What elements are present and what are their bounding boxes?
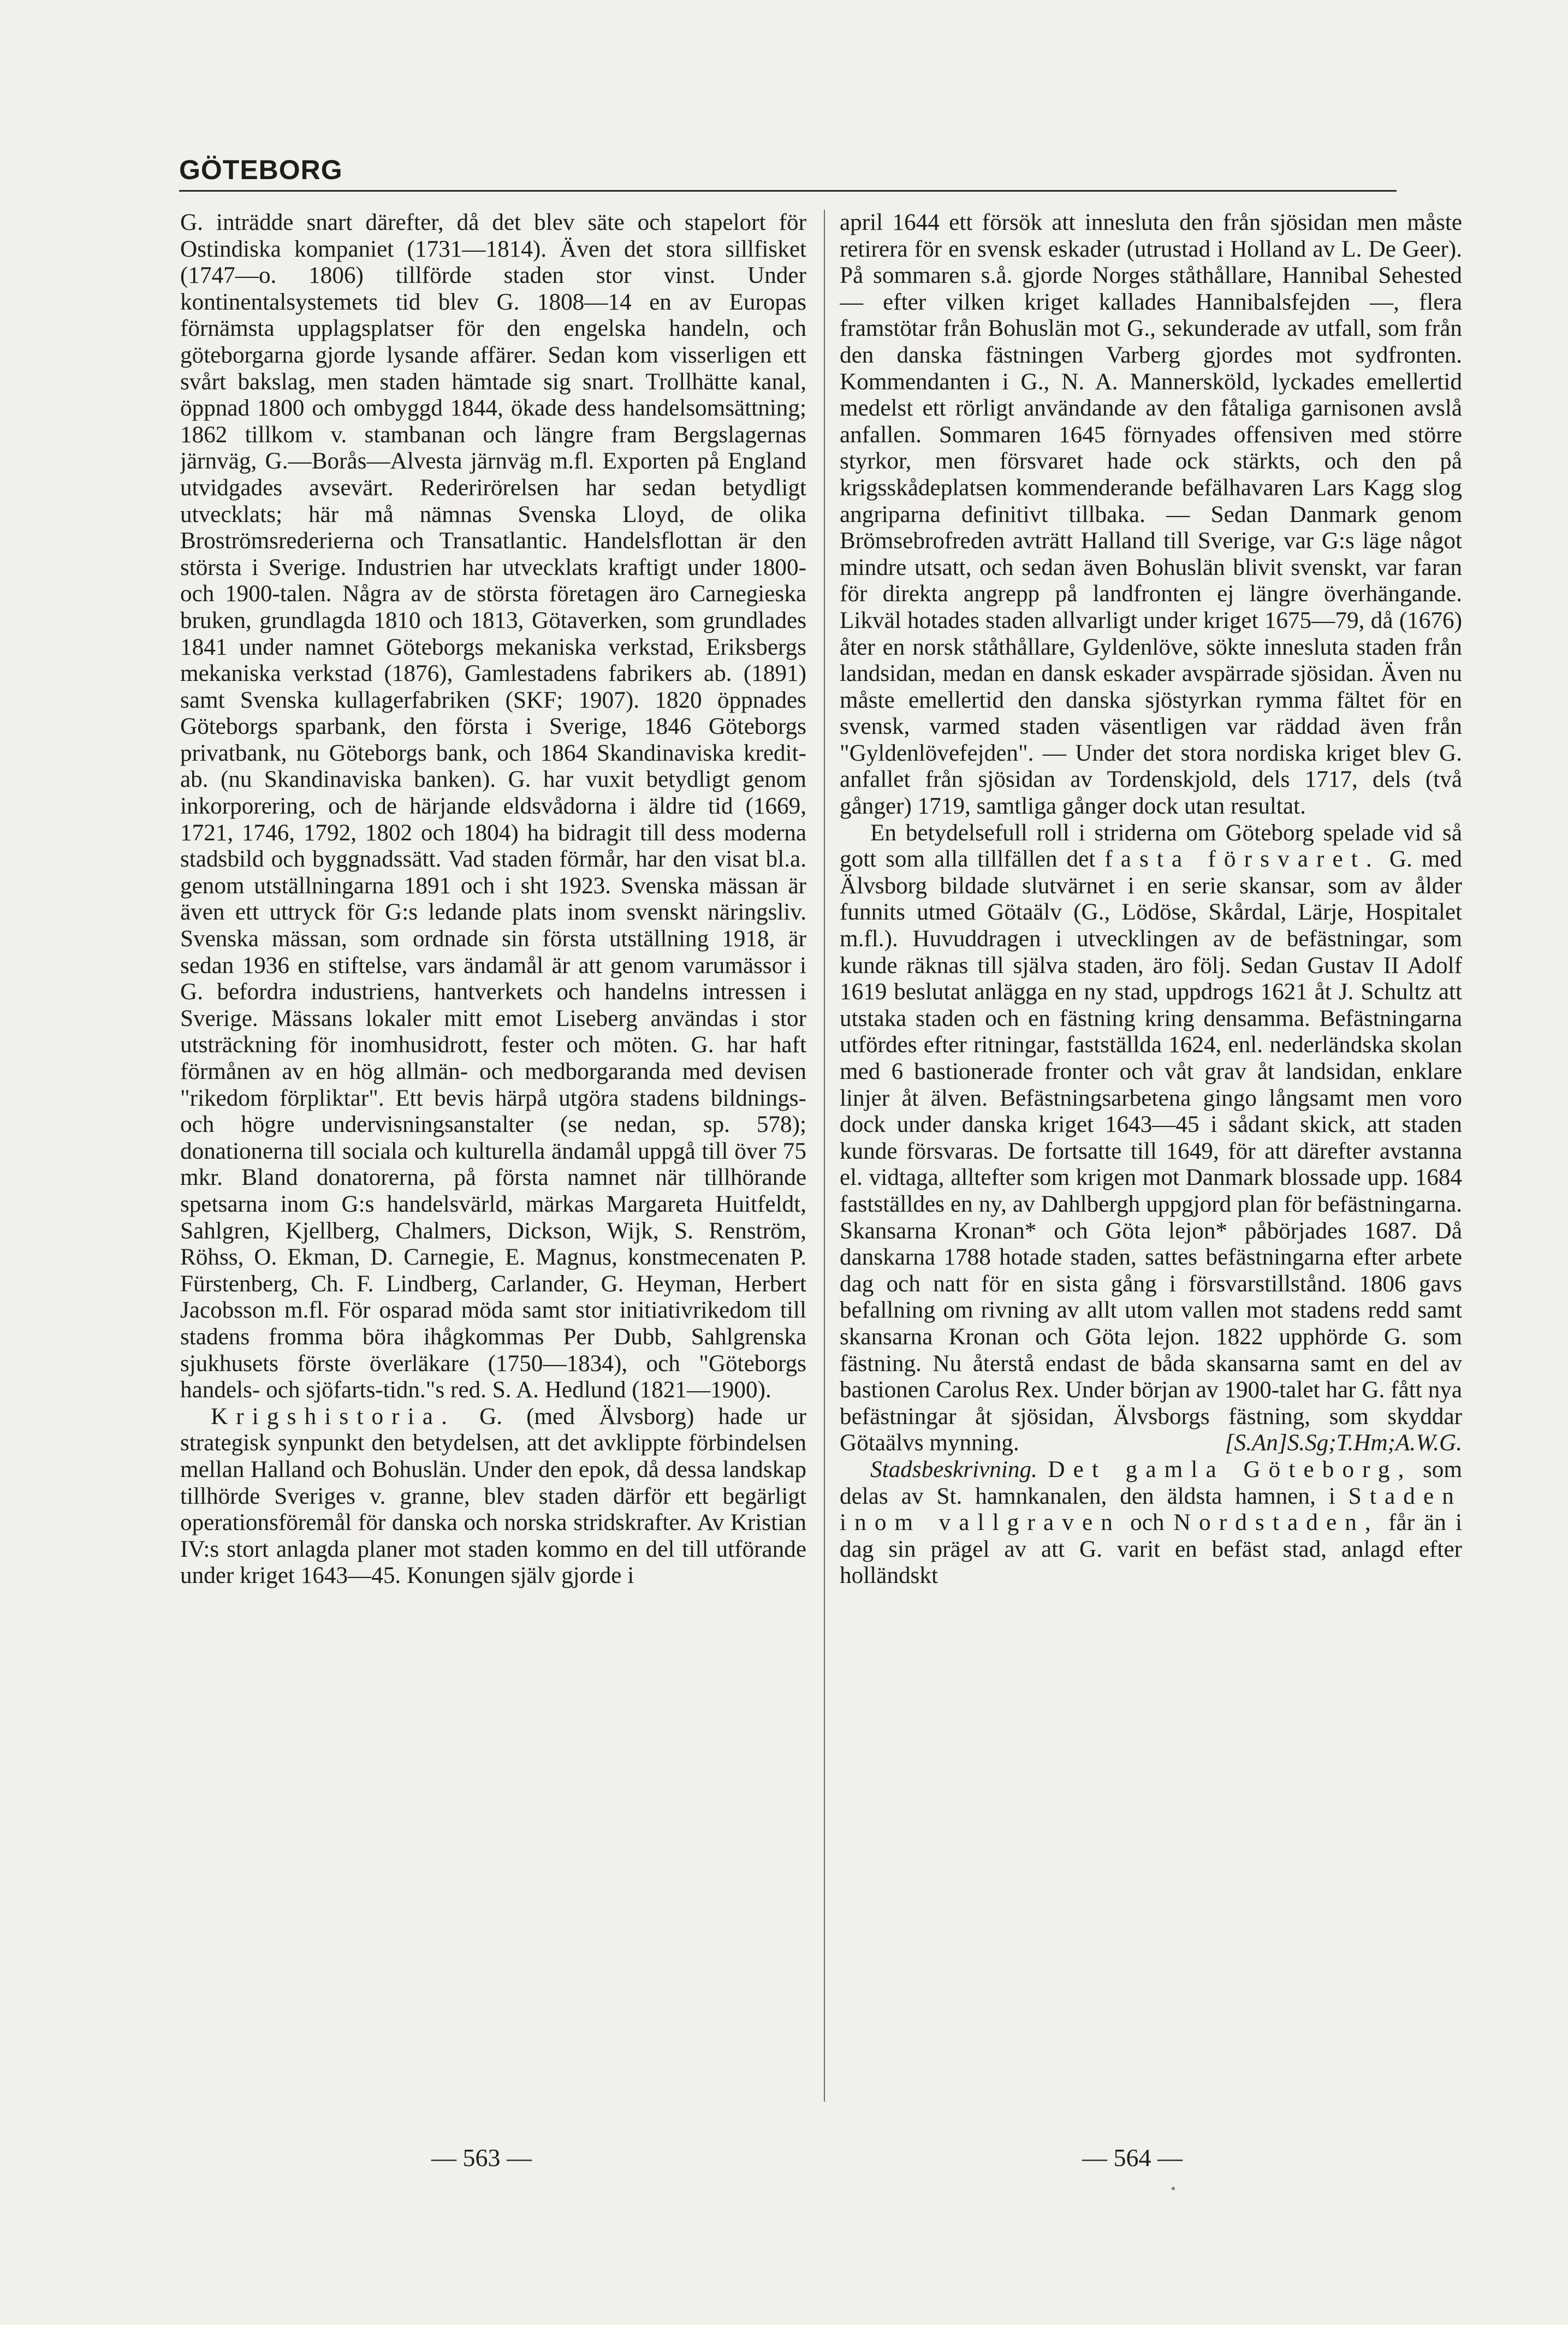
staden-inom-vallgraven-term: Staden inom vallgraven (840, 1483, 1462, 1536)
krigshistoria-text: G. (med Älvsborg) hade ur strategisk synpunkt den betydelsen, att det avklippte förbindelsen mellan Halland och Bohuslän. Under den epok, då dessa landskap tillhörde Sveriges v. granne, blev staden därför ett begärligt operationsföremål för danska och norska stridskrafter. Av Kristian IV:s stort anlagda planer mot staden kommo en del till utförande under kriget 1643—45. Konungen själv gjorde i (180, 1403, 806, 1589)
fasta-text: G. med Älvsborg bildade slutvärnet i en serie skansar, som av ålder funnits utmed Götaälv (G., Lödöse, Skårdal, Lärje, Hospitalet m.fl.). Huvuddragen i utvecklingen av de befästningar, som kunde räknas till själva staden, äro följ. Sedan Gustav II Adolf 1619 beslutat anlägga en ny stad, uppdrogs 1621 åt J. Schultz att utstaka staden och en fästning kring densamma. Befästningarna utfördes efter ritningar, fastställda 1624, enl. nederländska skolan med 6 bastionerade fronter och våt grav åt landsidan, enklare linjer åt älven. Befästningsarbetena gingo långsamt men voro dock under danska kriget 1643—45 i sådant skick, att staden kunde försvaras. De fortsatte till 1649, för att därefter avstanna el. vidtaga, alltefter som krigen mot Danmark blossade upp. 1684 fastställdes en ny, av Dahlbergh uppgjord plan för befästningarna. Skansarna Kronan* och Göta lejon* påbörjades 1687. Då danskarna 1788 hotade staden, sattes befästningarna efter arbete dag och natt för en sista gång i försvarstillstånd. 1806 gavs befallning om rivning av allt utom vallen mot stadens redd samt skansarna Kronan och Göta lejon. 1822 upphörde G. som fästning. Nu återstå endast de båda skansarna samt en del av bastionen Carolus Rex. Under början av 1900-talet har G. fått nya befästningar åt sjösidan, Älvsborgs fästning, som skyddar Götaälvs mynning. (840, 846, 1462, 1456)
stadsbeskrivning-paragraph (840, 1457, 1462, 1589)
right-paragraph-2 (840, 820, 1462, 1457)
header-rule (179, 190, 1397, 192)
page-number-left: — 563 — (431, 2144, 532, 2172)
print-speck (1172, 2187, 1175, 2190)
right-column (840, 210, 1462, 2124)
stadsbeskrivning-text-1: som delas av St. hamnkanalen, den äldsta hamnen, i (840, 1456, 1462, 1509)
page-header (179, 151, 1397, 194)
krigshistoria-paragraph (180, 1404, 806, 1589)
stadsbeskrivning-text-2: och (1130, 1510, 1165, 1536)
running-head: GÖTEBORG (179, 155, 343, 185)
stadsbeskrivning-text-3: får än i dag sin prägel av att G. varit en befäst stad, anlagd efter holländskt (840, 1510, 1462, 1589)
column-divider (824, 210, 825, 2102)
right-paragraph-1: april 1644 ett försök att innesluta den från sjösidan men måste retirera för en svensk eskader (utrustad i Holland av L. De Geer). På sommaren s.å. gjorde Norges ståthållare, Hannibal Sehested — efter vilken kriget kallades Hannibalsfejden —, flera framstötar från Bohuslän mot G., sekunderade av utfall, som från den danska fästningen Varberg gjordes mot sydfronten. Kommendanten i G., N. A. Mannersköld, lyckades emellertid medelst ett rörligt användande av den fåtaliga garnisonen avslå anfallen. Sommaren 1645 förnyades offensiven med större styrkor, men försvaret hade ock stärkts, och den på krigsskådeplatsen kommenderande befälhavaren Lars Kagg slog angriparna definitivt tillbaka. — Sedan Danmark genom Brömsebrofreden avträtt Halland till Sverige, var G:s läge något mindre utsatt, och sedan även Bohuslän blivit svenskt, var faran för direkta angrepp på landfronten ej längre överhängande. Likväl hotades staden allvarligt under kriget 1675—79, då (1676) åter en norsk ståthållare, Gyldenlöve, sökte innesluta staden från landsidan, medan en dansk eskader avspärrade sjösidan. Även nu måste emellertid den danska sjöstyrkan rymma fältet för en svensk, varmed staden väsentligen var räddad även från "Gyldenlövefejden". — Under det stora nordiska kriget blev G. anfallet från sjösidan av Tordenskjold, dels 1717, dels (två gånger) 1719, samtliga gånger dock utan resultat. (840, 210, 1462, 820)
author-signature: [S.An]S.Sg;T.Hm;A.W.G. (1225, 1430, 1462, 1456)
stadsbeskrivning-heading: Stadsbeskrivning. (870, 1456, 1037, 1482)
krigshistoria-heading: Krigshistoria. (211, 1403, 455, 1430)
nordstaden-term: Nordstaden, (1173, 1510, 1379, 1536)
fasta-forsvaret-term: fasta försvaret. (1104, 846, 1380, 873)
page-number-right: — 564 — (1082, 2144, 1183, 2172)
gamla-goteborg-term: Det gamla Göteborg, (1048, 1456, 1412, 1482)
left-paragraph-1: G. inträdde snart därefter, då det blev säte och stapelort för Ostindiska kompaniet (1731—1814). Även det stora sillfisket (1747—o. 1806) tillförde staden stor vinst. Under kontinentalsystemets tid blev G. 1808—14 en av Europas förnämsta upplagsplatser för den engelska handeln, och göteborgarna gjorde lysande affärer. Sedan kom visserligen ett svårt bakslag, men staden hämtade sig snart. Trollhätte kanal, öppnad 1800 och ombyggd 1844, ökade dess handelsomsättning; 1862 tillkom v. stambanan och längre fram Bergslagernas järnväg, G.—Borås—Alvesta järnväg m.fl. Exporten på England utvidgades avsevärt. Rederirörelsen har sedan betydligt utvecklats; här må nämnas Svenska Lloyd, de olika Broströmsrederierna och Transatlantic. Handelsflottan är den största i Sverige. Industrien har utvecklats kraftigt under 1800- och 1900-talen. Några av de största företagen äro Carnegieska bruken, grundlagda 1810 och 1813, Götaverken, som grundlades 1841 under namnet Göteborgs mekaniska verkstad, Eriksbergs mekaniska verkstad (1876), Gamlestadens fabrikers ab. (1891) samt Svenska kullagerfabriken (SKF; 1907). 1820 öppnades Göteborgs sparbank, den första i Sverige, 1846 Göteborgs privatbank, nu Göteborgs bank, och 1864 Skandinaviska kredit-ab. (nu Skandinaviska banken). G. har vuxit betydligt genom inkorporering, och de härjande eldsvådorna i äldre tid (1669, 1721, 1746, 1792, 1802 och 1804) ha bidragit till dess moderna stadsbild och byggnadssätt. Vad staden förmår, har den visat bl.a. genom utställningarna 1891 och i sht 1923. Svenska mässan är även ett uttryck för G:s ledande plats inom svenskt näringsliv. Svenska mässan, som ordnade sin första utställning 1918, är sedan 1936 en stiftelse, vars ändamål är att genom varumässor i G. befordra industriens, hantverkets och handelns intressen i Sverige. Mässans lokaler mitt emot Liseberg användas i stor utsträckning för inomhusidrott, fester och möten. G. har haft förmånen av en hög allmän- och medborgaranda med devisen "rikedom förpliktar". Ett bevis härpå utgöra stadens bildnings- och högre undervisningsanstalter (se nedan, sp. 578); donationerna till sociala och kulturella ändamål uppgå till över 75 mkr. Bland donatorerna, på första namnet när tillhörande spetsarna inom G:s handelsvärld, märkas Margareta Huitfeldt, Sahlgren, Kjellberg, Chalmers, Dickson, Wijk, S. Renström, Röhss, O. Ekman, D. Carnegie, E. Magnus, konstmecenaten P. Fürstenberg, Ch. F. Lindberg, Carlander, G. Heyman, Herbert Jacobsson m.fl. För osparad möda samt stor initiativrikedom till stadens fromma böra ihågkommas Per Dubb, Sahlgrenska sjukhusets förste överläkare (1750—1834), och "Göteborgs handels- och sjöfarts-tidn."s red. S. A. Hedlund (1821—1900). (180, 210, 806, 1403)
left-column (180, 210, 806, 2124)
fasta-intro: En betydelsefull roll i striderna om Göteborg spelade vid så gott som alla tillfällen det (840, 820, 1462, 873)
